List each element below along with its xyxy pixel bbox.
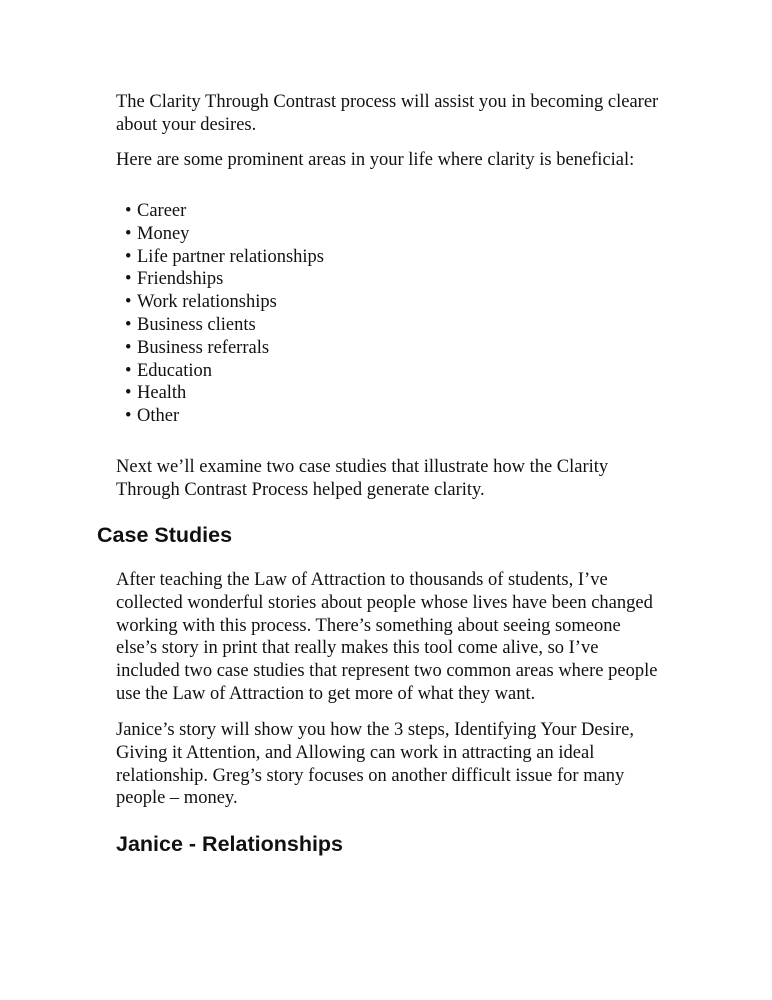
transition-paragraph: Next we’ll examine two case studies that illustrate how the Clarity Through Contrast Process helped generate clarity. xyxy=(116,457,609,500)
bullet-marker: • xyxy=(125,360,132,381)
list-item-label: Life partner relationships xyxy=(137,246,324,267)
janice-relationships-heading: Janice - Relationships xyxy=(116,832,344,856)
list-item-label: Friendships xyxy=(137,269,224,290)
list-item-label: Business referrals xyxy=(137,337,270,358)
list-item xyxy=(125,291,324,314)
list-item-label: Education xyxy=(137,360,213,381)
intro-paragraph: The Clarity Through Contrast process will assist you in becoming clearer about your desires. xyxy=(116,92,659,135)
list-item xyxy=(125,360,324,383)
bullet-marker: • xyxy=(125,246,132,267)
list-item xyxy=(125,268,324,291)
case-studies-paragraph: After teaching the Law of Attraction to thousands of students, I’ve collected wonderful stories about people whose lives have been changed working with this process. There’s something about seeing someone else’s story in print that really makes this tool come alive, so I’ve included two case studies that represent two common areas where people use the Law of Attraction to get more of what they want. xyxy=(116,570,658,704)
list-item-label: Work relationships xyxy=(137,292,277,313)
bullet-marker: • xyxy=(125,223,132,244)
list-item xyxy=(125,223,324,246)
bullet-marker: • xyxy=(125,406,132,427)
list-item xyxy=(125,246,324,269)
list-item xyxy=(125,382,324,405)
areas-intro-paragraph: Here are some prominent areas in your life where clarity is beneficial: xyxy=(116,150,635,170)
case-studies-overview-paragraph: Janice’s story will show you how the 3 steps, Identifying Your Desire, Giving it Attention, and Allowing can work in attracting an ideal relationship. Greg’s story focuses on another difficult issue for many people – money. xyxy=(116,720,634,809)
bullet-marker: • xyxy=(125,383,132,404)
list-item-label: Health xyxy=(137,383,187,404)
list-item xyxy=(125,405,324,428)
list-item-label: Career xyxy=(137,201,187,221)
list-item xyxy=(125,314,324,337)
areas-list xyxy=(125,200,324,428)
bullet-marker: • xyxy=(125,314,132,335)
bullet-marker: • xyxy=(125,201,132,221)
bullet-marker: • xyxy=(125,337,132,358)
list-item-label: Money xyxy=(137,223,190,244)
list-item-label: Business clients xyxy=(137,314,256,335)
bullet-marker: • xyxy=(125,292,132,313)
list-item xyxy=(125,337,324,360)
bullet-marker: • xyxy=(125,269,132,290)
case-studies-heading: Case Studies xyxy=(97,523,233,547)
list-item-label: Other xyxy=(137,406,180,427)
list-item xyxy=(125,200,324,223)
